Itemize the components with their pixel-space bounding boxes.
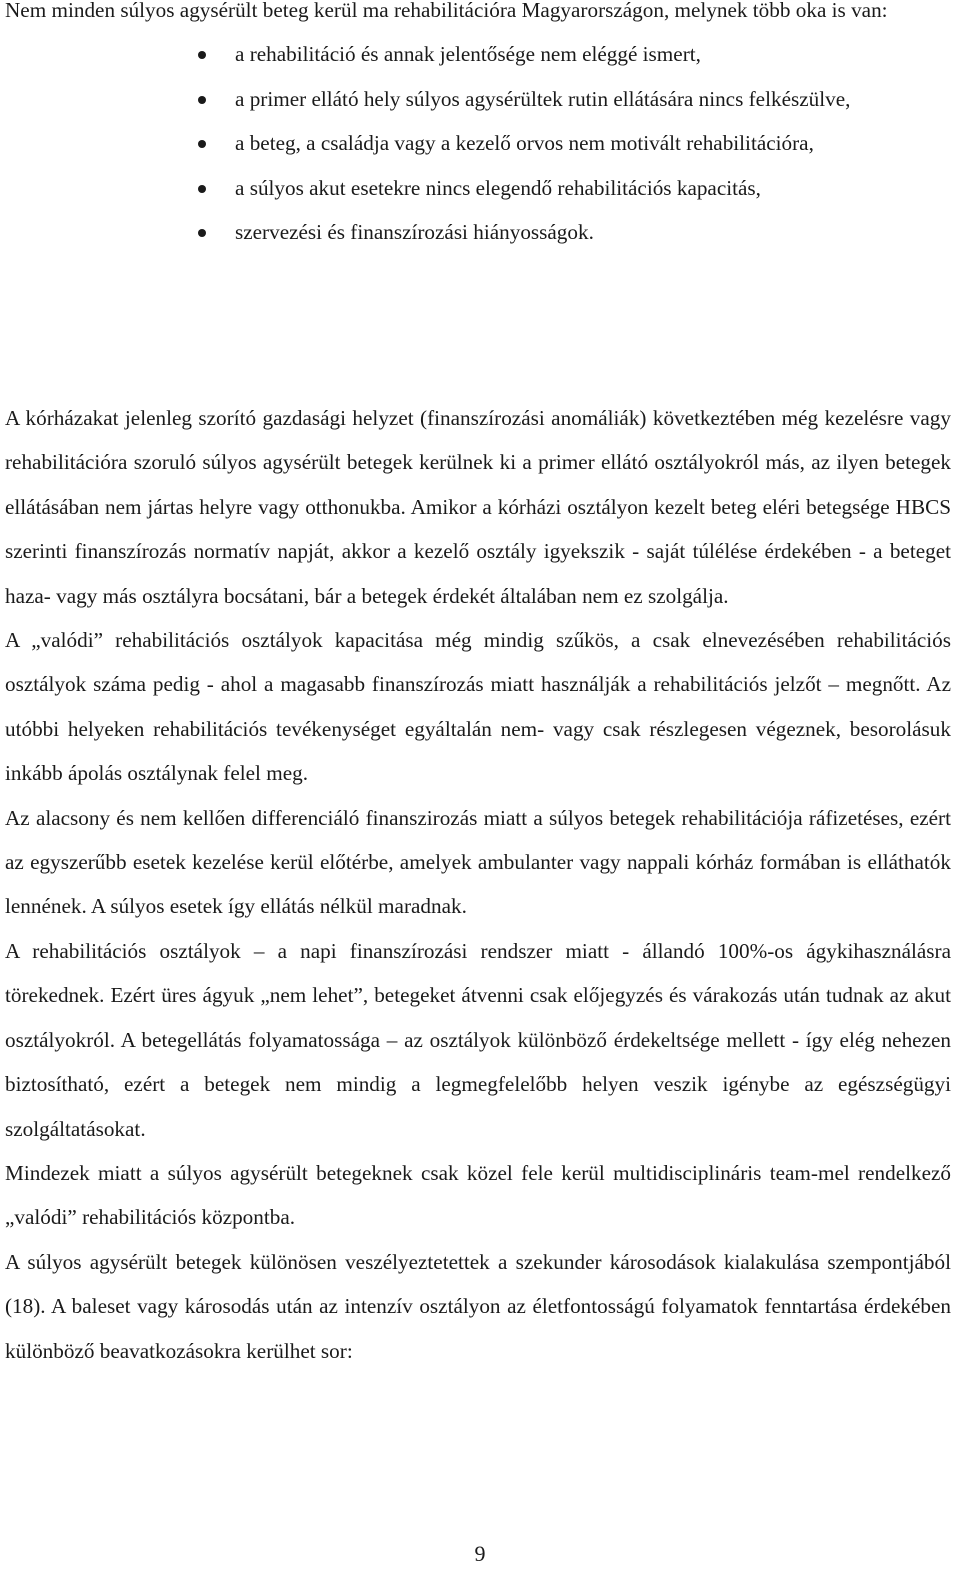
list-item: a rehabilitáció és annak jelentősége nem eléggé ismert,	[235, 32, 951, 76]
list-item: a súlyos akut esetekre nincs elegendő rehabilitációs kapacitás,	[235, 166, 951, 210]
intro-paragraph: Nem minden súlyos agysérült beteg kerül ma rehabilitációra Magyarországon, melynek több oka is van:	[5, 0, 888, 22]
paragraph-secondary-damage: A súlyos agysérült betegek különösen veszélyeztetettek a szekunder károsodások kialakulása szempontjából (18). A baleset vagy károsodás után az intenzív osztályon az életfontosságú folyamatok fenntartása érdekében különböző beavatkozásokra kerülhet sor:	[5, 1249, 951, 1363]
paragraph-bed-occupancy: A rehabilitációs osztályok – a napi finanszírozási rendszer miatt - állandó 100%-os ágykihasználásra törekednek. Ezért üres ágyuk „nem lehet”, betegeket átvenni csak előjegyzés és várakozás után tudnak az akut osztályokról. A betegellátás folyamatossága – az osztályok különböző érdekeltsége mellett - így elég nehezen biztosítható, ezért a betegek nem mindig a legmegfelelőbb helyen veszik igénybe az egészségügyi szolgáltatásokat.	[5, 938, 951, 1141]
page-number: 9	[474, 1541, 486, 1566]
list-item: szervezési és finanszírozási hiányosságok.	[235, 210, 951, 254]
paragraph-rehab-capacity: A „valódi” rehabilitációs osztályok kapacitása még mindig szűkös, a csak elnevezésében rehabilitációs osztályok száma pedig - ahol a magasabb finanszírozás miatt használják a rehabilitációs jelzőt – megnőtt. Az utóbbi helyeken rehabilitációs tevékenységet egyáltalán nem- vagy csak részlegesen végeznek, besorolásuk inkább ápolás osztálynak felel meg.	[5, 628, 951, 786]
list-item: a beteg, a családja vagy a kezelő orvos nem motivált rehabilitációra,	[235, 121, 951, 165]
reasons-list	[5, 32, 951, 254]
paragraph-financing: Az alacsony és nem kellően differenciáló finanszirozás miatt a súlyos betegek rehabilitációja ráfizetéses, ezért az egyszerűbb esetek kezelése kerül előtérbe, amelyek ambulanter vagy nappali kórház formában is elláthatók lennének. A súlyos esetek így ellátás nélkül maradnak.	[5, 805, 951, 919]
intro-section	[5, 0, 951, 254]
body-section	[5, 396, 951, 1373]
paragraph-hospital-economics: A kórházakat jelenleg szorító gazdasági helyzet (finanszírozási anomáliák) következtében még kezelésre vagy rehabilitációra szoruló súlyos agysérült betegek kerülnek ki a primer ellátó osztályokról más, az ilyen betegek ellátásában nem jártas helyre vagy otthonukba. Amikor a kórházi osztályon kezelt beteg eléri betegsége HBCS szerinti finanszírozás normatív napját, akkor a kezelő osztály igyekszik - saját túlélése érdekében - a beteget haza- vagy más osztályra bocsátani, bár a betegek érdekét általában nem ez szolgálja.	[5, 406, 951, 608]
paragraph-team-centers: Mindezek miatt a súlyos agysérült betegeknek csak közel fele kerül multidisciplináris team-mel rendelkező „valódi” rehabilitációs központba.	[5, 1160, 951, 1230]
list-item: a primer ellátó hely súlyos agysérültek rutin ellátására nincs felkészülve,	[235, 77, 951, 121]
